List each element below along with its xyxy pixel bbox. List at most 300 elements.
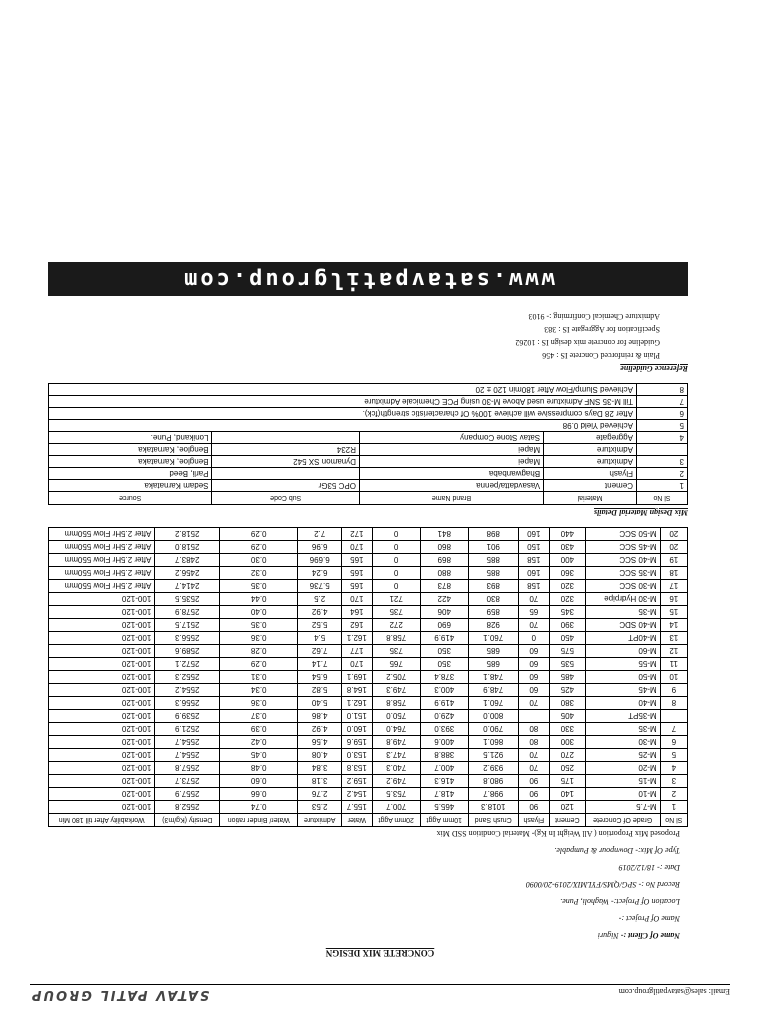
- table-cell: 159.6: [342, 736, 373, 749]
- table-cell: 0: [372, 580, 420, 593]
- table-cell: 1: [636, 480, 687, 492]
- table-cell: 2552.8: [155, 801, 220, 814]
- table-cell: 0.29: [220, 658, 298, 671]
- table-cell: 2.53: [298, 801, 342, 814]
- note-row: [49, 420, 688, 432]
- table-row: [49, 736, 688, 749]
- table-cell: M-60: [585, 645, 660, 658]
- table-cell: M-30: [585, 736, 660, 749]
- table-cell: M-40 SCC: [585, 554, 660, 567]
- table-cell: 2578.9: [155, 606, 220, 619]
- table-cell: 2518.2: [155, 528, 220, 541]
- table-cell: 175: [549, 775, 585, 788]
- note-cell: After 28 Days compressive will achieve 100% Of characteristic strength(fck).: [49, 408, 637, 420]
- table-cell: 160: [518, 567, 549, 580]
- table-cell: 0.37: [220, 710, 298, 723]
- table-cell: 90: [518, 801, 549, 814]
- table-cell: 7: [660, 723, 687, 736]
- table-cell: 0: [372, 541, 420, 554]
- table-cell: 153.0: [342, 749, 373, 762]
- table-cell: 388.8: [420, 749, 468, 762]
- table-cell: 0.36: [220, 632, 298, 645]
- reference-list: [30, 312, 660, 360]
- table-cell: 2.5: [298, 593, 342, 606]
- table-cell: 0: [518, 632, 549, 645]
- table-cell: 6.54: [298, 671, 342, 684]
- table-cell: M-40PT: [585, 632, 660, 645]
- table-cell: 0.35: [220, 619, 298, 632]
- table-cell: 2.76: [298, 788, 342, 801]
- table-cell: 140: [549, 788, 585, 801]
- table-cell: 748.9: [468, 684, 518, 697]
- table-cell: 705.2: [372, 671, 420, 684]
- table-cell: 100-120: [49, 710, 155, 723]
- table-cell: M-25: [585, 749, 660, 762]
- table-cell: 2573.7: [155, 775, 220, 788]
- column-header: Cement: [549, 814, 585, 827]
- table-cell: 860.1: [468, 736, 518, 749]
- table-cell: 440: [549, 528, 585, 541]
- table-row: [49, 762, 688, 775]
- reference-item: Plain & reinforced Concrete IS : 456: [542, 351, 660, 360]
- table-cell: M-20: [585, 762, 660, 775]
- table-cell: 70: [518, 762, 549, 775]
- table-cell: 2483.7: [155, 554, 220, 567]
- table-cell: After 2.5Hr Flow 550mm: [49, 567, 155, 580]
- table-cell: 272: [372, 619, 420, 632]
- material-details-table: [48, 383, 688, 505]
- table-cell: 155.7: [342, 801, 373, 814]
- table-cell: 165: [342, 554, 373, 567]
- table-cell: Aggregate: [544, 432, 637, 444]
- table-cell: 80: [518, 736, 549, 749]
- table-cell: Admixture: [544, 456, 637, 468]
- table-cell: 380: [549, 697, 585, 710]
- table-cell: 0.29: [220, 528, 298, 541]
- proportion-title: Proposed Mix Proportion ( All Weight In Kg)- Material Condition SSD Mix: [436, 829, 680, 838]
- table-cell: 19: [660, 554, 687, 567]
- email-text: Email: sales@satavpatilgroup.com: [618, 987, 730, 996]
- table-cell: 100-120: [49, 697, 155, 710]
- table-cell: 153.8: [342, 762, 373, 775]
- table-cell: 753.5: [372, 788, 420, 801]
- table-cell: 100-120: [49, 619, 155, 632]
- table-cell: 100-120: [49, 593, 155, 606]
- table-cell: M-35PT: [585, 710, 660, 723]
- column-header: 10mm Aggt: [420, 814, 468, 827]
- table-cell: 4.56: [298, 736, 342, 749]
- table-cell: 749.3: [372, 684, 420, 697]
- table-cell: 18: [660, 567, 687, 580]
- table-cell: 0.32: [220, 567, 298, 580]
- table-cell: Sedam Karnataka: [49, 480, 213, 492]
- column-header: Material: [544, 492, 637, 505]
- project-line: Name Of Project :-: [618, 914, 680, 923]
- table-cell: Mapei: [359, 456, 543, 468]
- table-cell: M-30 Hydrpipe: [585, 593, 660, 606]
- table-cell: 100-120: [49, 775, 155, 788]
- table-cell: M-40: [585, 697, 660, 710]
- table-cell: 65: [518, 606, 549, 619]
- table-cell: 5: [636, 420, 687, 432]
- table-cell: 20: [660, 541, 687, 554]
- table-cell: 80: [518, 723, 549, 736]
- table-cell: 6.96: [298, 541, 342, 554]
- table-cell: 869: [420, 554, 468, 567]
- location-line: Location Of Project:- Wagholi, Pune.: [560, 897, 680, 906]
- table-cell: 0.36: [220, 697, 298, 710]
- table-cell: 760.1: [468, 632, 518, 645]
- reference-item: Admixture Chemical Confirming :- 9103: [528, 312, 660, 321]
- table-cell: 4.92: [298, 723, 342, 736]
- table-cell: 162: [342, 619, 373, 632]
- table-cell: 800.0: [468, 710, 518, 723]
- table-cell: 0.48: [220, 762, 298, 775]
- table-cell: 0.42: [220, 736, 298, 749]
- table-cell: 159.2: [342, 775, 373, 788]
- table-cell: M-35 SCC: [585, 567, 660, 580]
- table-cell: 749.8: [372, 736, 420, 749]
- table-cell: 0.44: [220, 593, 298, 606]
- table-cell: [212, 432, 359, 444]
- record-line: Record No :- SPG/QMS/FYLMIX/2019-20/0090: [525, 880, 680, 889]
- table-cell: After 2.5Hr Flow 550mm: [49, 580, 155, 593]
- table-row: [49, 456, 688, 468]
- table-cell: 90: [518, 775, 549, 788]
- table-cell: 16: [660, 593, 687, 606]
- table-cell: M-35: [585, 723, 660, 736]
- table-cell: 17: [660, 580, 687, 593]
- table-cell: M-7.5: [585, 801, 660, 814]
- reference-item: Guideline for concrete mix design IS : 10262: [515, 338, 660, 347]
- table-cell: 393.0: [420, 723, 468, 736]
- table-cell: 2: [660, 788, 687, 801]
- table-row: [49, 567, 688, 580]
- table-cell: 60: [518, 671, 549, 684]
- date-line: Date :- 18/12/2019: [618, 863, 680, 872]
- table-cell: 170: [342, 658, 373, 671]
- table-cell: 250: [549, 762, 585, 775]
- website-banner: www.satavpatilgroup.com: [48, 262, 688, 296]
- table-row: [49, 645, 688, 658]
- table-cell: 100-120: [49, 762, 155, 775]
- table-cell: 422: [420, 593, 468, 606]
- table-cell: 400.7: [420, 762, 468, 775]
- table-cell: 885: [468, 554, 518, 567]
- table-cell: Parli, Beed: [49, 468, 213, 480]
- table-cell: 400: [549, 554, 585, 567]
- table-cell: 100-120: [49, 671, 155, 684]
- table-cell: 158: [518, 554, 549, 567]
- table-cell: 450: [549, 632, 585, 645]
- table-row: [49, 432, 688, 444]
- table-cell: 70: [518, 619, 549, 632]
- table-cell: 100-120: [49, 723, 155, 736]
- table-cell: 378.4: [420, 671, 468, 684]
- table-cell: 980.8: [468, 775, 518, 788]
- table-cell: M-10: [585, 788, 660, 801]
- table-cell: 7.62: [298, 645, 342, 658]
- table-cell: M-35: [585, 606, 660, 619]
- column-header: 20mm Aggt: [372, 814, 420, 827]
- table-cell: 2: [636, 468, 687, 480]
- table-cell: 735: [372, 645, 420, 658]
- table-cell: M-45 SCC: [585, 541, 660, 554]
- column-header: Admixture: [298, 814, 342, 827]
- table-cell: 0.28: [220, 645, 298, 658]
- table-cell: 169.1: [342, 671, 373, 684]
- column-header: Sl No: [636, 492, 687, 505]
- table-cell: 164: [342, 606, 373, 619]
- table-cell: 11: [660, 658, 687, 671]
- table-cell: 20: [660, 528, 687, 541]
- table-cell: 360: [549, 567, 585, 580]
- table-cell: 7.2: [298, 528, 342, 541]
- table-row: [49, 710, 688, 723]
- table-cell: 430: [549, 541, 585, 554]
- table-cell: 2552.3: [155, 671, 220, 684]
- table-cell: 749.2: [372, 775, 420, 788]
- table-cell: 9: [660, 684, 687, 697]
- table-row: [49, 468, 688, 480]
- note-cell: Achieved Yield 0.98: [49, 420, 637, 432]
- table-cell: 2518.0: [155, 541, 220, 554]
- company-logo: SATAV PATIL GROUP: [30, 987, 210, 1002]
- table-cell: 7.14: [298, 658, 342, 671]
- table-cell: 2535.5: [155, 593, 220, 606]
- table-row: [49, 632, 688, 645]
- table-cell: After 2.5Hr Flow 550mm: [49, 541, 155, 554]
- table-cell: 998.7: [468, 788, 518, 801]
- table-cell: 485: [549, 671, 585, 684]
- table-cell: 0: [372, 528, 420, 541]
- table-cell: 8: [636, 384, 687, 396]
- column-header: Brand Name: [359, 492, 543, 505]
- table-cell: 100-120: [49, 645, 155, 658]
- table-cell: 14: [660, 619, 687, 632]
- table-cell: 300: [549, 736, 585, 749]
- column-header: Source: [49, 492, 213, 505]
- table-cell: 685: [468, 658, 518, 671]
- table-cell: 750.0: [372, 710, 420, 723]
- column-header: Crush Sand: [468, 814, 518, 827]
- table-cell: [636, 444, 687, 456]
- table-cell: 758.8: [372, 697, 420, 710]
- table-cell: 170: [342, 541, 373, 554]
- table-row: [49, 684, 688, 697]
- table-cell: 4: [660, 762, 687, 775]
- table-cell: 740.3: [372, 762, 420, 775]
- table-cell: 830: [468, 593, 518, 606]
- table-cell: M-15: [585, 775, 660, 788]
- document-title: CONCRETE MIX DESIGN: [325, 948, 435, 958]
- table-cell: 100-120: [49, 632, 155, 645]
- table-cell: Mapei: [359, 444, 543, 456]
- table-cell: 2521.9: [155, 723, 220, 736]
- column-header: Sub Code: [212, 492, 359, 505]
- table-cell: 165: [342, 567, 373, 580]
- table-cell: 700.7: [372, 801, 420, 814]
- table-cell: 2414.7: [155, 580, 220, 593]
- table-cell: 2557.9: [155, 788, 220, 801]
- table-cell: 2539.9: [155, 710, 220, 723]
- table-cell: 0.40: [220, 606, 298, 619]
- table-cell: 170: [342, 593, 373, 606]
- table-row: [49, 801, 688, 814]
- table-cell: 164.8: [342, 684, 373, 697]
- table-cell: 880: [420, 567, 468, 580]
- table-cell: 429.0: [420, 710, 468, 723]
- table-cell: Lonikand, Pune.: [49, 432, 213, 444]
- table-cell: 390: [549, 619, 585, 632]
- table-cell: 760.1: [468, 697, 518, 710]
- table-cell: Bengloe, Karnataka: [49, 444, 213, 456]
- table-row: [49, 749, 688, 762]
- document-page: [30, 12, 730, 1002]
- table-row: [49, 554, 688, 567]
- mix-type-line: Type Of Mix:- Downpour & Pumpable.: [554, 846, 680, 855]
- table-cell: 400.6: [420, 736, 468, 749]
- table-row: [49, 671, 688, 684]
- reference-item: Specification for Aggregate IS : 383: [544, 325, 660, 334]
- table-cell: 748.1: [468, 671, 518, 684]
- table-cell: 425: [549, 684, 585, 697]
- table-cell: 100-120: [49, 749, 155, 762]
- table-cell: 765: [372, 658, 420, 671]
- table-row: [49, 775, 688, 788]
- table-cell: 172: [342, 528, 373, 541]
- table-cell: 764.0: [372, 723, 420, 736]
- table-cell: Admixture: [544, 444, 637, 456]
- table-cell: 6.24: [298, 567, 342, 580]
- table-cell: 735: [372, 606, 420, 619]
- material-section-title: Mix Design Material Details: [593, 508, 688, 517]
- table-cell: 939.2: [468, 762, 518, 775]
- table-cell: 4.86: [298, 710, 342, 723]
- table-row: [49, 528, 688, 541]
- table-cell: Satav Stone Company: [359, 432, 543, 444]
- table-cell: 0.29: [220, 541, 298, 554]
- table-row: [49, 593, 688, 606]
- table-cell: 2556.3: [155, 697, 220, 710]
- table-cell: 1: [660, 801, 687, 814]
- table-row: [49, 541, 688, 554]
- table-cell: 165: [342, 580, 373, 593]
- table-cell: 685: [468, 645, 518, 658]
- table-cell: 0: [372, 554, 420, 567]
- table-cell: 5.40: [298, 697, 342, 710]
- table-cell: After 2.5Hr Flow 550mm: [49, 554, 155, 567]
- table-cell: M-55: [585, 658, 660, 671]
- table-cell: 320: [549, 580, 585, 593]
- table-cell: 70: [518, 697, 549, 710]
- table-cell: 60: [518, 684, 549, 697]
- table-cell: M-50: [585, 671, 660, 684]
- table-cell: Vasavdatta/penna: [359, 480, 543, 492]
- column-header: Water: [342, 814, 373, 827]
- table-row: [49, 619, 688, 632]
- table-cell: R234: [212, 444, 359, 456]
- table-row: [49, 480, 688, 492]
- table-cell: 162.1: [342, 632, 373, 645]
- table-cell: 6.696: [298, 554, 342, 567]
- table-cell: 405: [549, 710, 585, 723]
- table-cell: 2554.7: [155, 749, 220, 762]
- table-cell: 5.52: [298, 619, 342, 632]
- table-row: [49, 606, 688, 619]
- table-cell: 859: [468, 606, 518, 619]
- column-header: Flyash: [518, 814, 549, 827]
- note-row: [49, 396, 688, 408]
- table-cell: Flyash: [544, 468, 637, 480]
- table-cell: 0.66: [220, 788, 298, 801]
- table-cell: 0.34: [220, 684, 298, 697]
- note-cell: Till M-35 SNF Admixture used Above M-30 using PCE Chemicale Admixture: [49, 396, 637, 408]
- table-cell: 100-120: [49, 606, 155, 619]
- table-cell: 0.45: [220, 749, 298, 762]
- table-cell: 100-120: [49, 801, 155, 814]
- table-cell: 0.31: [220, 671, 298, 684]
- table-cell: 15: [660, 606, 687, 619]
- table-cell: 90: [518, 788, 549, 801]
- table-cell: 2589.6: [155, 645, 220, 658]
- table-cell: 5.4: [298, 632, 342, 645]
- column-header: Density (Kg/m3): [155, 814, 220, 827]
- table-cell: Bengloe, Karnataka: [49, 456, 213, 468]
- table-cell: M-40 SDC: [585, 619, 660, 632]
- table-row: [49, 697, 688, 710]
- table-cell: 5.82: [298, 684, 342, 697]
- table-cell: 2556.3: [155, 632, 220, 645]
- column-header: Workability After till 180 Min: [49, 814, 155, 827]
- table-cell: After 2.5Hr Flow 550mm: [49, 528, 155, 541]
- table-cell: M-45: [585, 684, 660, 697]
- table-cell: Bhagwanbaba: [359, 468, 543, 480]
- table-cell: 4: [636, 432, 687, 444]
- table-cell: 154.2: [342, 788, 373, 801]
- table-cell: 406: [420, 606, 468, 619]
- table-cell: 3: [636, 456, 687, 468]
- project-meta: [30, 846, 680, 940]
- table-cell: M-50 SCC: [585, 528, 660, 541]
- table-cell: M-30 SCC: [585, 580, 660, 593]
- table-cell: 10: [660, 671, 687, 684]
- mix-proportion-table: [48, 527, 688, 827]
- table-cell: 160.0: [342, 723, 373, 736]
- table-cell: 419.9: [420, 697, 468, 710]
- table-cell: Dynamon SX 542: [212, 456, 359, 468]
- table-cell: 885: [468, 567, 518, 580]
- table-cell: 465.5: [420, 801, 468, 814]
- table-cell: 177: [342, 645, 373, 658]
- table-cell: 2554.7: [155, 736, 220, 749]
- table-cell: 3.18: [298, 775, 342, 788]
- table-cell: 575: [549, 645, 585, 658]
- table-cell: 901: [468, 541, 518, 554]
- table-cell: 2456.2: [155, 567, 220, 580]
- table-cell: 350: [420, 645, 468, 658]
- table-cell: 0: [372, 567, 420, 580]
- table-cell: 2572.1: [155, 658, 220, 671]
- table-cell: 160: [518, 528, 549, 541]
- table-cell: 2517.5: [155, 619, 220, 632]
- table-cell: 70: [518, 749, 549, 762]
- table-cell: 345: [549, 606, 585, 619]
- column-header: Water/ Binder ration: [220, 814, 298, 827]
- table-cell: 0.39: [220, 723, 298, 736]
- table-cell: 1018.3: [468, 801, 518, 814]
- table-cell: 270: [549, 749, 585, 762]
